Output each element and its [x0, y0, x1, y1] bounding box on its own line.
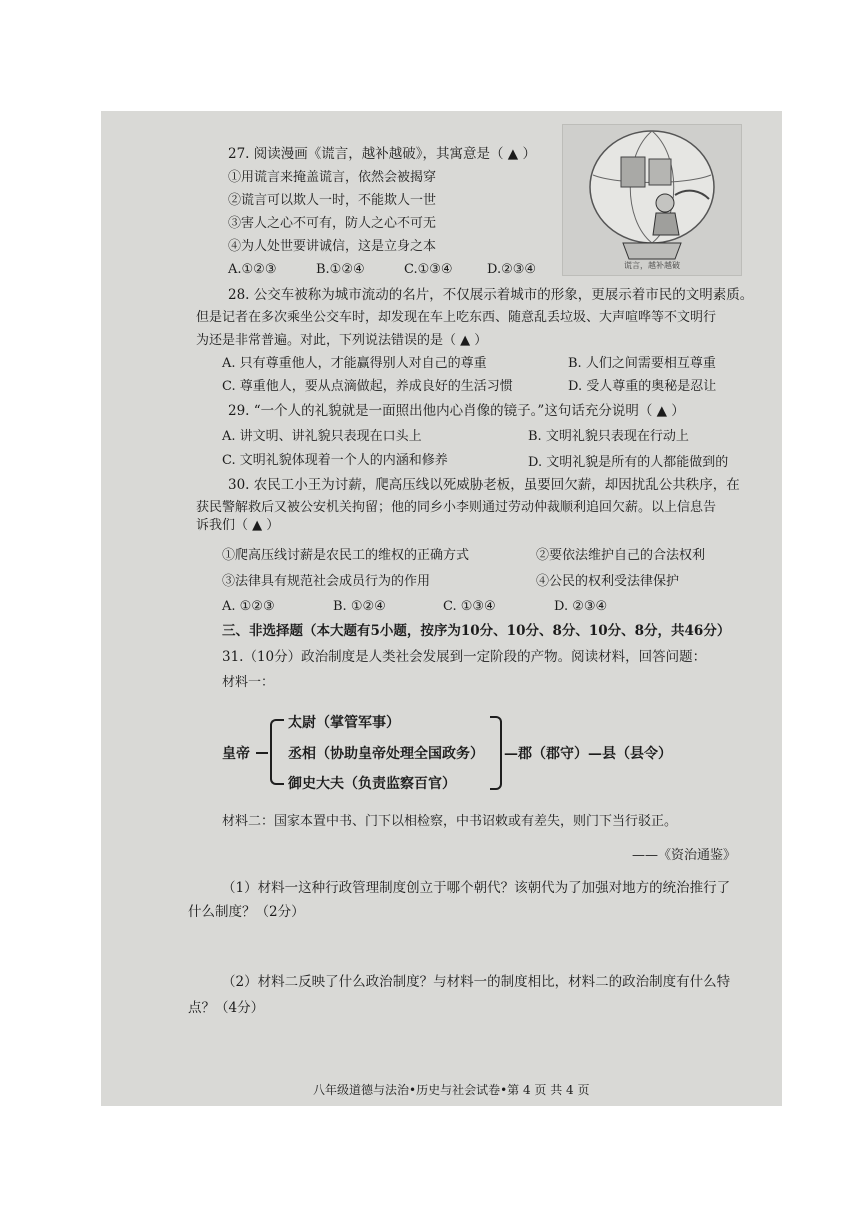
q27-choice-a: A.①②③ — [228, 262, 277, 277]
q30-line-3: 诉我们（ ▲ ） — [196, 518, 280, 533]
q30-choice-b: B. ①②④ — [333, 599, 386, 614]
page-footer: 八年级道德与法治•历史与社会试卷•第 4 页 共 4 页 — [313, 1083, 590, 1097]
q28-option-d: D. 受人尊重的奥秘是忍让 — [568, 379, 717, 394]
q30-choice-a: A. ①②③ — [222, 599, 275, 614]
q28-line-1: 28. 公交车被称为城市流动的名片，不仅展示着城市的形象，更展示着市民的文明素质。 — [228, 287, 754, 303]
q27-choice-d: D.②③④ — [487, 262, 537, 277]
q31-stem: 31.（10分）政治制度是人类社会发展到一定阶段的产物。阅读材料，回答问题： — [222, 649, 707, 665]
q30-line-2: 获民警解救后又被公安机关拘留；他的同乡小李则通过劳动仲裁顺利追回欠薪。以上信息告 — [196, 500, 717, 515]
q28-option-a: A. 只有尊重他人，才能赢得别人对自己的尊重 — [222, 356, 487, 371]
q27-choice-b: B.①②④ — [316, 262, 365, 277]
q27-option-1: ①用谎言来掩盖谎言，依然会被揭穿 — [228, 170, 437, 185]
q29-option-a: A. 讲文明、讲礼貌只表现在口头上 — [222, 429, 422, 444]
q27-option-4: ④为人处世要讲诚信，这是立身之本 — [228, 239, 437, 254]
q31-material-2-source: ——《资治通鉴》 — [632, 848, 737, 863]
q30-option-3: ③法律具有规范社会成员行为的作用 — [222, 574, 431, 589]
q27-option-2: ②谎言可以欺人一时，不能欺人一世 — [228, 193, 437, 208]
q30-option-1: ①爬高压线讨薪是农民工的维权的正确方式 — [222, 548, 470, 563]
q29-option-d: D. 文明礼貌是所有的人都能做到的 — [528, 455, 729, 470]
q29-option-c: C. 文明礼貌体现着一个人的内涵和修养 — [222, 453, 448, 468]
q30-option-2: ②要依法维护自己的合法权利 — [536, 548, 706, 563]
q28-line-3: 为还是非常普遍。对此，下列说法错误的是（ ▲ ） — [196, 333, 488, 348]
q30-line-1: 30. 农民工小王为讨薪，爬高压线以死威胁老板，虽要回欠薪，却因扰乱公共秩序，在 — [228, 477, 740, 493]
q31-sub1-line-1: （1）材料一这种行政管理制度创立于哪个朝代？该朝代为了加强对地方的统治推行了 — [222, 880, 731, 896]
q29-stem: 29. “一个人的礼貌就是一面照出他内心肖像的镜子。”这句话充分说明（ ▲ ） — [228, 403, 685, 419]
q27-option-3: ③害人之心不可有，防人之心不可无 — [228, 216, 437, 231]
cartoon-caption: 谎言，越补越破 — [624, 261, 680, 270]
left-bracket — [270, 719, 284, 785]
q30-choice-c: C. ①③④ — [443, 599, 496, 614]
q27-cartoon-image — [562, 124, 742, 276]
section-3-heading: 三、非选择题（本大题有5小题，按序为10分、10分、8分、10分、8分，共46分） — [222, 623, 731, 639]
q27-stem: 27. 阅读漫画《谎言，越补越破》，其寓意是（ ▲ ） — [228, 146, 536, 162]
q31-sub1-line-2: 什么制度？（2分） — [188, 904, 305, 920]
q31-material-2: 材料二：国家本置中书、门下以相检察，中书诏敕或有差失，则门下当行驳正。 — [222, 814, 678, 829]
org-chengxiang: 丞相（协助皇帝处理全国政务） — [288, 746, 484, 762]
q28-option-c: C. 尊重他人，要从点滴做起，养成良好的生活习惯 — [222, 379, 513, 394]
q29-option-b: B. 文明礼貌只表现在行动上 — [528, 429, 689, 444]
q30-option-4: ④公民的权利受法律保护 — [536, 574, 680, 589]
q27-choice-c: C.①③④ — [404, 262, 453, 277]
right-bracket — [490, 716, 502, 790]
q31-material-1-label: 材料一： — [222, 675, 275, 690]
balloon-cartoon-icon — [563, 125, 741, 275]
org-taiwei: 太尉（掌管军事） — [288, 715, 400, 731]
q31-sub2-line-2: 点？（4分） — [188, 1000, 265, 1016]
org-emperor: 皇帝 — [222, 746, 250, 762]
q28-line-2: 但是记者在多次乘坐公交车时，却发现在车上吃东西、随意乱丢垃圾、大声喧哗等不文明行 — [196, 310, 717, 325]
q30-choice-d: D. ②③④ — [554, 599, 608, 614]
org-yushi: 御史大夫（负责监察百官） — [288, 776, 456, 792]
emperor-connector — [256, 752, 268, 754]
q28-option-b: B. 人们之间需要相互尊重 — [568, 356, 716, 371]
q31-sub2-line-1: （2）材料二反映了什么政治制度？与材料一的制度相比，材料二的政治制度有什么特 — [222, 974, 731, 990]
org-local-levels: —郡（郡守）—县（县令） — [504, 746, 672, 762]
